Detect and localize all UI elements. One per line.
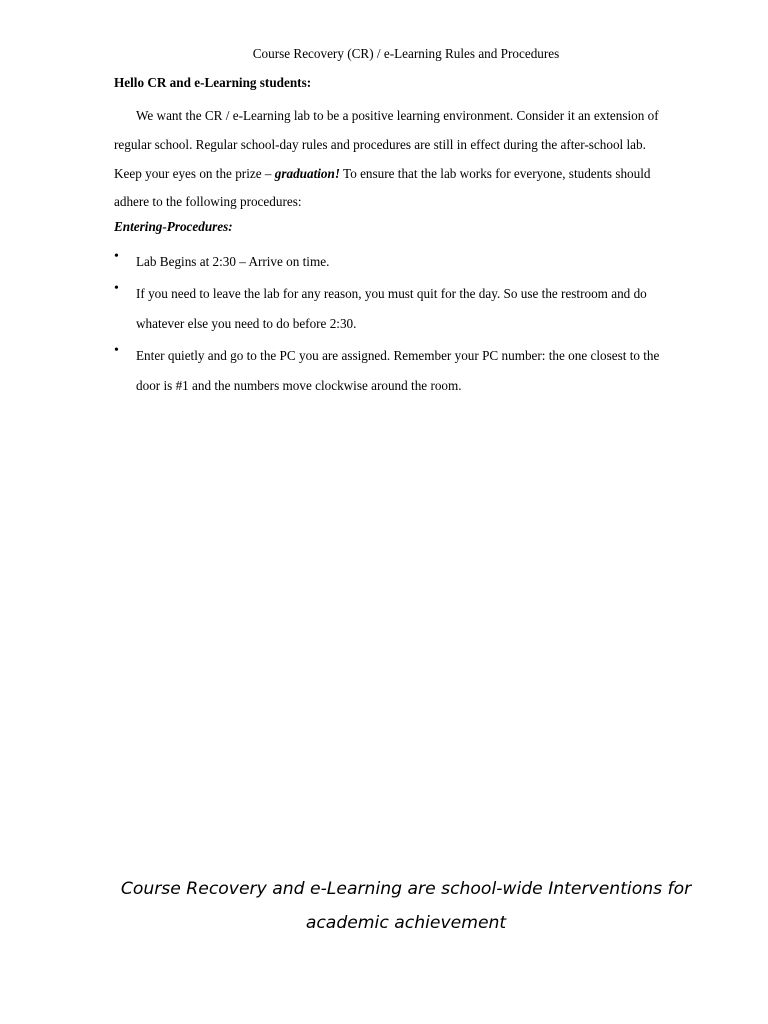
list-item [114, 279, 726, 339]
footer-line-2: academic achievement [305, 913, 507, 933]
graduation-emphasis: graduation! [274, 165, 340, 181]
intro-line-4: adhere to the following procedures: [114, 194, 302, 210]
footer-statement [0, 872, 768, 940]
list-item-line: If you need to leave the lab for any reason, you must quit for the day. So use the restroom and do [136, 286, 647, 301]
bullet-icon: • [114, 281, 119, 296]
list-item-line: whatever else you need to do before 2:30. [136, 316, 357, 331]
intro-line-3-start: Keep your eyes on the prize – [114, 165, 275, 181]
procedures-list [114, 247, 726, 403]
footer-line-1: Course Recovery and e-Learning are school-wide Interventions for [120, 879, 692, 899]
list-item [114, 341, 726, 401]
bullet-icon: • [114, 249, 119, 264]
intro-line-3 [114, 160, 726, 189]
intro-line-2: regular school. Regular school-day rules and procedures are still in effect during the after-school lab. [114, 136, 646, 152]
section-heading: Entering-Procedures: [114, 219, 233, 234]
intro-paragraph [114, 102, 726, 217]
list-item-line: door is #1 and the numbers move clockwise around the room. [136, 378, 462, 393]
bullet-icon: • [114, 343, 119, 358]
intro-line-3-end: To ensure that the lab works for everyone, students should [340, 165, 651, 181]
list-item-line: Enter quietly and go to the PC you are assigned. Remember your PC number: the one closest to the [136, 348, 660, 363]
intro-line-1: We want the CR / e-Learning lab to be a positive learning environment. Consider it an extension of [136, 108, 659, 123]
greeting-heading: Hello CR and e-Learning students: [114, 75, 312, 90]
list-item-line: Lab Begins at 2:30 – Arrive on time. [136, 254, 330, 269]
document-title: Course Recovery (CR) / e-Learning Rules and Procedures [252, 46, 560, 61]
list-item [114, 247, 726, 277]
